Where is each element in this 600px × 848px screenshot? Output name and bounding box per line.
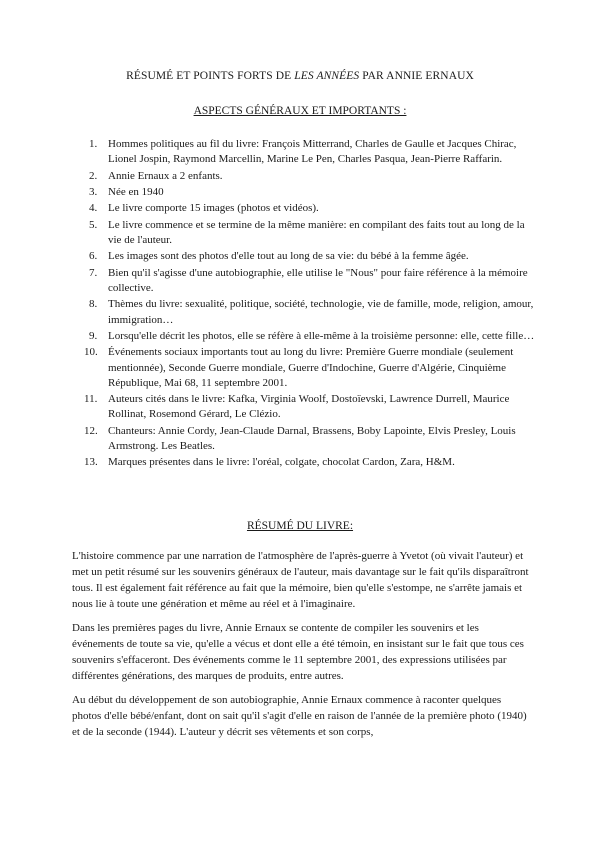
list-item-text: Née en 1940 [108,185,164,198]
summary-paragraph-2: Dans les premières pages du livre, Annie Ernaux se contente de compiler les souvenirs et les événements de toute sa vie, qu'elle a vécus et dont elle a été témoin, en insistant sur le fait que tous ces souvenirs s'effaceront. Des événements comme le 11 septembre 2001, des expressions utilisées par différentes générations, des marques de produits, entre autres. [72,622,524,682]
list-item [76,424,536,454]
list-item-text: Hommes politiques au fil du livre: François Mitterrand, Charles de Gaulle et Jacques Chirac, Lionel Jospin, Raymond Marcellin, Marine Le Pen, Charles Pasqua, Jean-Pierre Raffarin. [108,138,517,166]
list-item-number: 4. [89,202,98,215]
list-item-number: 13. [84,456,98,469]
list-item [76,169,536,184]
list-item-number: 11. [84,393,98,406]
list-item-number: 12. [84,424,98,437]
list-item-text: Annie Ernaux a 2 enfants. [108,169,223,182]
title-prefix: RÉSUMÉ ET POINTS FORTS DE [126,70,295,82]
list-item-text: Marques présentes dans le livre: l'oréal, colgate, chocolat Cardon, Zara, H&M. [108,456,455,469]
list-item-number: 6. [89,250,98,263]
list-item [76,455,536,470]
list-item-text: Les images sont des photos d'elle tout au long de sa vie: du bébé à la femme âgée. [108,250,469,263]
title-suffix: PAR ANNIE ERNAUX [359,70,474,82]
title-book-name: LES ANNÉES [294,70,360,82]
list-item-text: Chanteurs: Annie Cordy, Jean-Claude Darnal, Brassens, Boby Lapointe, Elvis Presley, Louis Armstrong. Les Beatles. [108,424,516,452]
list-item [76,297,536,327]
list-item-number: 7. [89,266,98,279]
list-item-number: 9. [89,329,98,342]
list-item-number: 5. [89,218,98,231]
list-item [76,218,536,248]
list-item [76,249,536,264]
list-item-text: Événements sociaux importants tout au long du livre: Première Guerre mondiale (seulement mentionnée), Seconde Guerre mondiale, Guerre d'Indochine, Guerre d'Algérie, Cinquième République, Mai 68, 11 septembre 2001. [108,346,514,389]
list-item-text: Auteurs cités dans le livre: Kafka, Virginia Woolf, Dostoïevski, Lawrence Durrell, Maurice Rollinat, Rosemond Gérard, Le Clézio. [108,393,510,421]
list-item [76,137,536,167]
summary-paragraph-1: L'histoire commence par une narration de l'atmosphère de l'après-guerre à Yvetot (où vivait l'auteur) et met un petit résumé sur les souvenirs généraux de l'auteur, mais davantage sur le fait qu'ils disparaîtront tous. Il est également fait référence au fait que la mémoire, bien qu'elle s'estompe, ne s'arrête jamais et nous lie à toute une génération et même au réel et à l'imaginaire. [72,550,529,610]
list-item [76,392,536,422]
list-item-number: 3. [89,185,98,198]
section-heading-summary: RÉSUMÉ DU LIVRE: [246,520,354,532]
list-item [76,266,536,296]
points-list [76,137,536,472]
list-item-text: Le livre commence et se termine de la même manière: en compilant des faits tout au long de la vie de l'auteur. [108,218,525,246]
list-item-text: Lorsqu'elle décrit les photos, elle se réfère à elle-même à la troisième personne: elle, cette fille… [108,329,535,342]
list-item-number: 10. [84,346,98,359]
summary-paragraph-3: Au début du développement de son autobiographie, Annie Ernaux commence à raconter quelques photos d'elle bébé/enfant, dont on sait qu'il s'agit d'elle en raison de l'année de la première photo (1940) et de la seconde (1944). L'auteur y décrit ses vêtements et son corps, [72,694,527,738]
list-item-text: Thèmes du livre: sexualité, politique, société, technologie, vie de famille, mode, religion, amour, immigration… [108,298,534,326]
list-item [76,185,536,200]
document-title [0,69,600,83]
list-item-number: 1. [89,138,98,150]
list-item-text: Bien qu'il s'agisse d'une autobiographie, elle utilise le "Nous" pour faire référence à la mémoire collective. [108,266,528,294]
list-item-number: 8. [89,298,98,311]
list-item-number: 2. [89,169,98,182]
section-heading-aspects: ASPECTS GÉNÉRAUX ET IMPORTANTS : [193,105,407,117]
list-item [76,201,536,216]
list-item [76,329,536,344]
list-item-text: Le livre comporte 15 images (photos et vidéos). [108,202,319,215]
list-item [76,345,536,391]
